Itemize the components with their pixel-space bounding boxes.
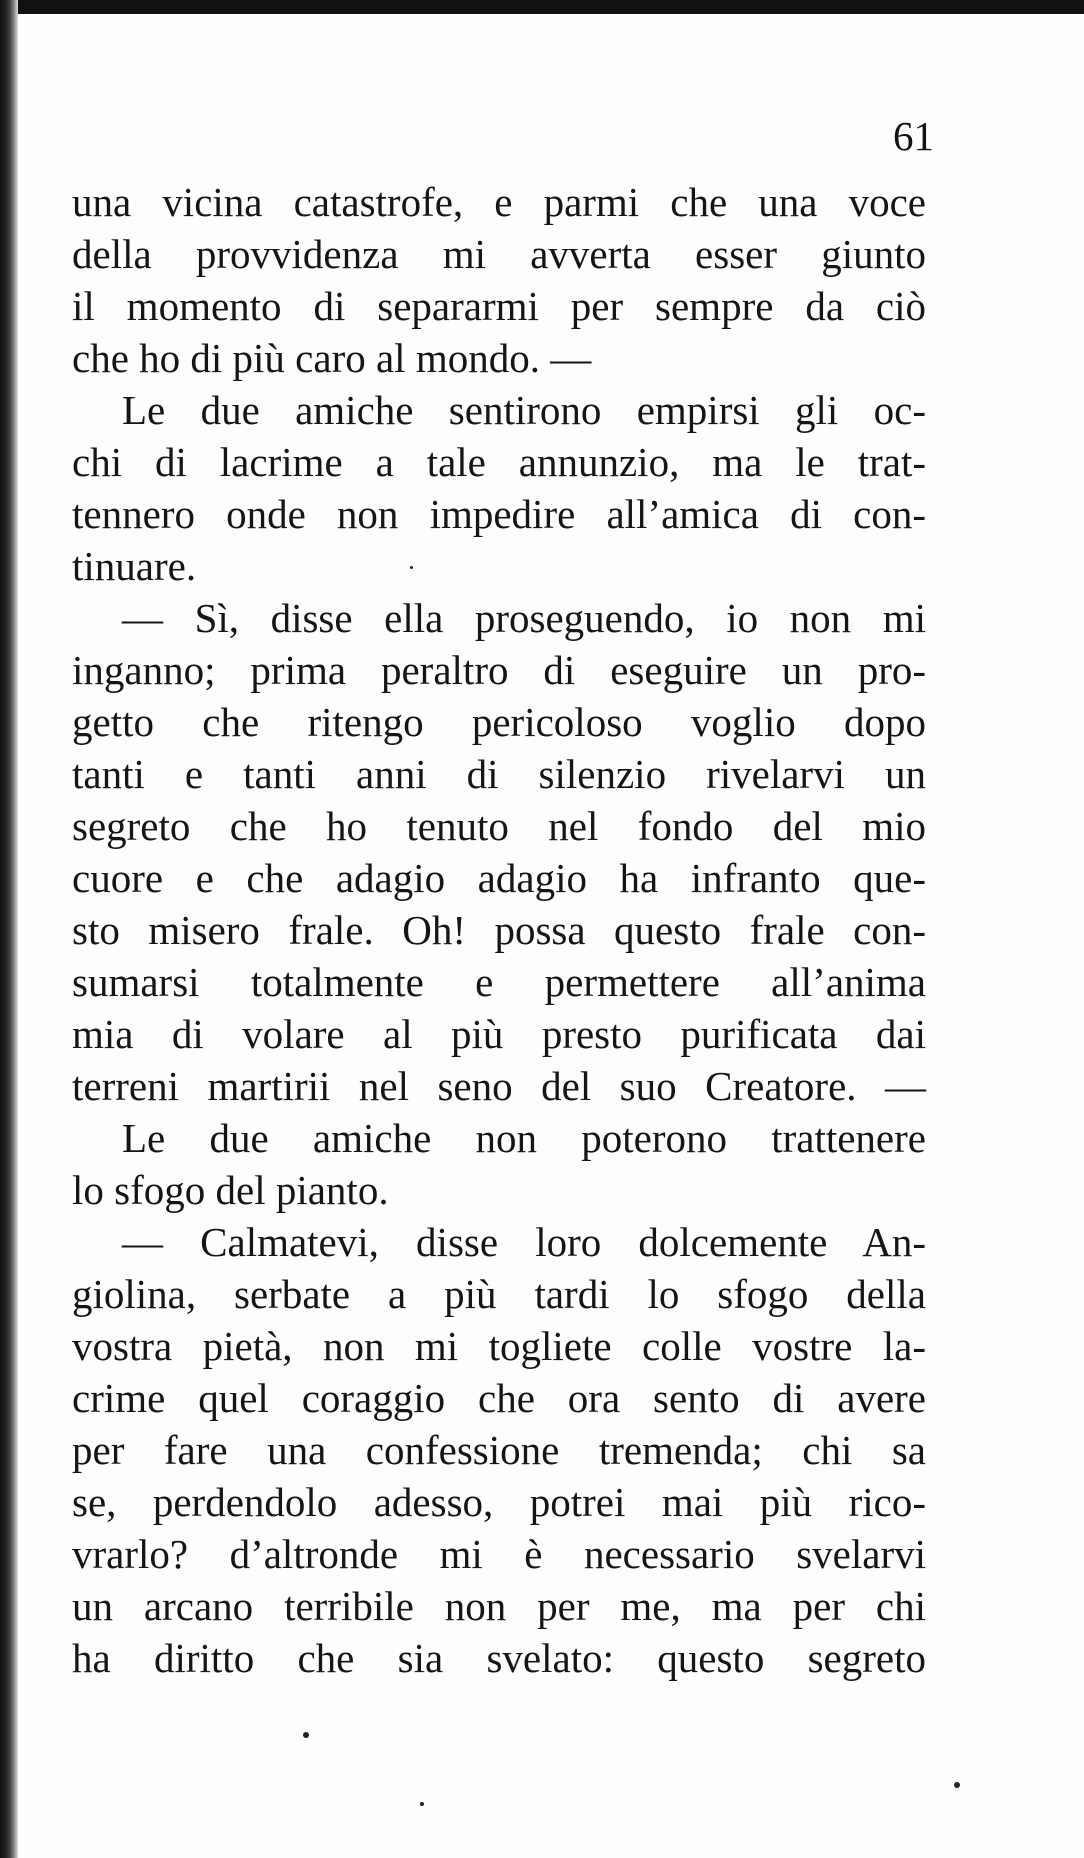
text-line: mia di volare al più presto purificata dai [72, 1011, 926, 1057]
text-line: terreni martirii nel seno del suo Creatore. — [72, 1063, 926, 1109]
text-line: vrarlo? d’altronde mi è necessario svelarvi [72, 1531, 926, 1577]
text-line: Le due amiche non poterono trattenere [122, 1115, 926, 1161]
page-number: 61 [893, 113, 934, 159]
text-line: giolina, serbate a più tardi lo sfogo della [72, 1271, 926, 1317]
text-line: per fare una confessione tremenda; chi sa [72, 1427, 926, 1473]
text-line: se, perdendolo adesso, potrei mai più rico- [72, 1479, 926, 1525]
text-line: getto che ritengo pericoloso voglio dopo [72, 699, 926, 745]
text-line: vostra pietà, non mi togliete colle vostre la- [72, 1323, 926, 1369]
text-line: ha diritto che sia svelato: questo segreto [72, 1635, 926, 1681]
text-line: — Sì, disse ella proseguendo, io non mi [122, 595, 926, 641]
ink-speck [954, 1782, 960, 1788]
text-line: — Calmatevi, disse loro dolcemente An- [122, 1219, 926, 1265]
ink-speck [420, 1802, 424, 1806]
text-line: un arcano terribile non per me, ma per chi [72, 1583, 926, 1629]
text-line: che ho di più caro al mondo. — [72, 335, 592, 381]
text-line: il momento di separarmi per sempre da ciò [72, 283, 926, 329]
text-line: sumarsi totalmente e permettere all’anima [72, 959, 926, 1005]
text-line: una vicina catastrofe, e parmi che una voce [72, 179, 926, 225]
text-line: lo sfogo del pianto. [72, 1167, 389, 1213]
text-line: cuore e che adagio adagio ha infranto que- [72, 855, 926, 901]
body-text [72, 176, 926, 1684]
binding-edge [0, 0, 18, 1858]
text-line: tanti e tanti anni di silenzio rivelarvi un [72, 751, 926, 797]
text-line: della provvidenza mi avverta esser giunto [72, 231, 926, 277]
text-line: tinuare. [72, 543, 197, 589]
text-line: crime quel coraggio che ora sento di avere [72, 1375, 926, 1421]
text-line: Le due amiche sentirono empirsi gli oc- [122, 387, 926, 433]
text-line: tennero onde non impedire all’amica di con- [72, 491, 926, 537]
text-line: segreto che ho tenuto nel fondo del mio [72, 803, 926, 849]
text-line: chi di lacrime a tale annunzio, ma le trat- [72, 439, 926, 485]
text-line: inganno; prima peraltro di eseguire un pro- [72, 647, 926, 693]
ink-speck [303, 1732, 309, 1738]
ink-speck [410, 566, 413, 569]
text-line: sto misero frale. Oh! possa questo frale con- [72, 907, 926, 953]
top-edge-shadow [0, 0, 1084, 14]
